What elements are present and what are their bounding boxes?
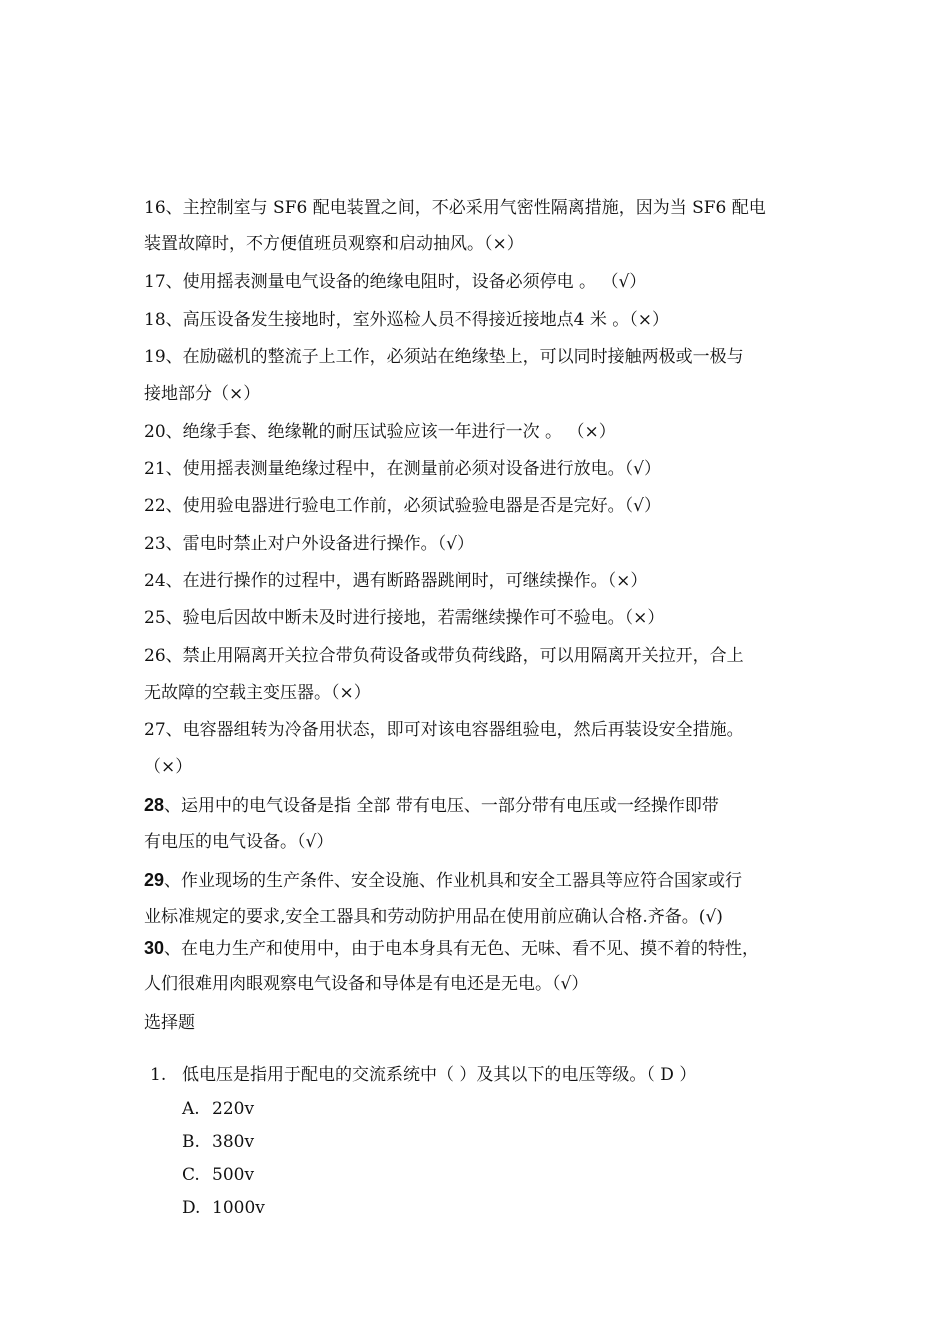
option-d bbox=[182, 1197, 265, 1219]
statement-text: 有电压的电气设备。（√） bbox=[144, 832, 334, 852]
statement-text: 业标准规定的要求,安全工器具和劳动防护用品在使用前应确认合格.齐备。(√) bbox=[144, 907, 723, 927]
statement-16-line-1 bbox=[144, 197, 824, 219]
statement-26-line-1 bbox=[144, 645, 824, 667]
statement-number: 21 bbox=[144, 459, 166, 479]
statement-text: 、作业现场的生产条件、安全设施、作业机具和安全工器具等应符合国家或行 bbox=[164, 871, 743, 891]
statement-text: 、验电后因故中断未及时进行接地，若需继续操作可不验电。（×） bbox=[165, 608, 665, 628]
statement-number: 28 bbox=[144, 795, 165, 815]
statement-text: 、电容器组转为冷备用状态，即可对该电容器组验电，然后再装设安全措施。 bbox=[165, 720, 744, 740]
statement-19-line-1 bbox=[144, 346, 824, 368]
option-value: 380v bbox=[212, 1132, 255, 1152]
statement-28-line-2 bbox=[144, 831, 824, 853]
option-value: 1000v bbox=[212, 1198, 265, 1218]
statement-text: 、使用摇表测量绝缘过程中，在测量前必须对设备进行放电。（√） bbox=[165, 459, 661, 479]
statement-23 bbox=[144, 533, 824, 555]
option-value: 500v bbox=[212, 1165, 255, 1185]
statement-text: 、在励磁机的整流子上工作，必须站在绝缘垫上，可以同时接触两极或一极与 bbox=[165, 347, 744, 367]
statement-18 bbox=[144, 309, 824, 331]
statement-number: 29 bbox=[144, 870, 165, 890]
statement-26-line-2 bbox=[144, 682, 824, 704]
statement-text: 、运用中的电气设备是指 全部 带有电压、一部分带有电压或一经操作即带 bbox=[164, 796, 719, 816]
statement-text: 、绝缘手套、绝缘靴的耐压试验应该一年进行一次 。 （×） bbox=[165, 422, 616, 442]
statement-number: 23 bbox=[144, 534, 166, 554]
option-c bbox=[182, 1164, 254, 1186]
statement-text: 无故障的空载主变压器。（×） bbox=[144, 683, 371, 703]
statement-number: 24 bbox=[144, 571, 166, 591]
statement-text: 接地部分（×） bbox=[144, 384, 261, 404]
question-number: 1. bbox=[150, 1065, 167, 1085]
statement-number: 17 bbox=[144, 272, 166, 292]
statement-number: 25 bbox=[144, 608, 166, 628]
statement-text: 、使用摇表测量电气设备的绝缘电阻时，设备必须停电 。 （√） bbox=[165, 272, 647, 292]
statement-number: 26 bbox=[144, 646, 166, 666]
statement-text: 、使用验电器进行验电工作前，必须试验验电器是否是完好。（√） bbox=[165, 496, 661, 516]
statement-25 bbox=[144, 607, 824, 629]
statement-number: 30 bbox=[144, 938, 165, 958]
statement-16-line-2 bbox=[144, 233, 824, 255]
statement-number: 27 bbox=[144, 720, 166, 740]
statement-27-line-2 bbox=[144, 756, 824, 778]
statement-number: 22 bbox=[144, 496, 166, 516]
question-1 bbox=[150, 1064, 830, 1086]
statement-30-line-2 bbox=[144, 973, 824, 995]
statement-22 bbox=[144, 495, 824, 517]
option-letter: C. bbox=[182, 1165, 200, 1185]
statement-29-line-2 bbox=[144, 906, 824, 928]
option-b bbox=[182, 1131, 254, 1153]
statement-number: 20 bbox=[144, 422, 166, 442]
statement-text: 、主控制室与 SF6 配电装置之间，不必采用气密性隔离措施，因为当 SF6 配电 bbox=[165, 198, 766, 218]
statement-28-line-1 bbox=[144, 794, 824, 817]
option-value: 220v bbox=[212, 1099, 255, 1119]
section-heading-text: 选择题 bbox=[144, 1013, 195, 1033]
statement-29-line-1 bbox=[144, 869, 824, 892]
section-heading bbox=[144, 1012, 824, 1034]
statement-24 bbox=[144, 570, 824, 592]
statement-text: 人们很难用肉眼观察电气设备和导体是有电还是无电。（√） bbox=[144, 974, 589, 994]
statement-20 bbox=[144, 421, 824, 443]
statement-30-line-1 bbox=[144, 937, 824, 960]
statement-19-line-2 bbox=[144, 383, 824, 405]
statement-text: 、在进行操作的过程中，遇有断路器跳闸时，可继续操作。（×） bbox=[165, 571, 648, 591]
statement-text: 、在电力生产和使用中，由于电本身具有无色、无味、看不见、摸不着的特性， bbox=[164, 939, 760, 959]
statement-text: （×） bbox=[144, 757, 193, 777]
option-letter: A. bbox=[182, 1099, 200, 1119]
statement-text: 、高压设备发生接地时，室外巡检人员不得接近接地点4 米 。（×） bbox=[165, 310, 670, 330]
option-letter: B. bbox=[182, 1132, 200, 1152]
statement-text: 、雷电时禁止对户外设备进行操作。（√） bbox=[165, 534, 474, 554]
statement-number: 19 bbox=[144, 347, 166, 367]
statement-text: 装置故障时，不方便值班员观察和启动抽风。（×） bbox=[144, 234, 524, 254]
statement-17 bbox=[144, 271, 824, 293]
question-text: 低电压是指用于配电的交流系统中（ ）及其以下的电压等级。（ D ） bbox=[182, 1065, 697, 1085]
option-letter: D. bbox=[182, 1198, 201, 1218]
statement-21 bbox=[144, 458, 824, 480]
statement-27-line-1 bbox=[144, 719, 824, 741]
statement-number: 16 bbox=[144, 198, 166, 218]
statement-text: 、禁止用隔离开关拉合带负荷设备或带负荷线路，可以用隔离开关拉开，合上 bbox=[165, 646, 744, 666]
option-a bbox=[182, 1098, 254, 1120]
statement-number: 18 bbox=[144, 310, 166, 330]
